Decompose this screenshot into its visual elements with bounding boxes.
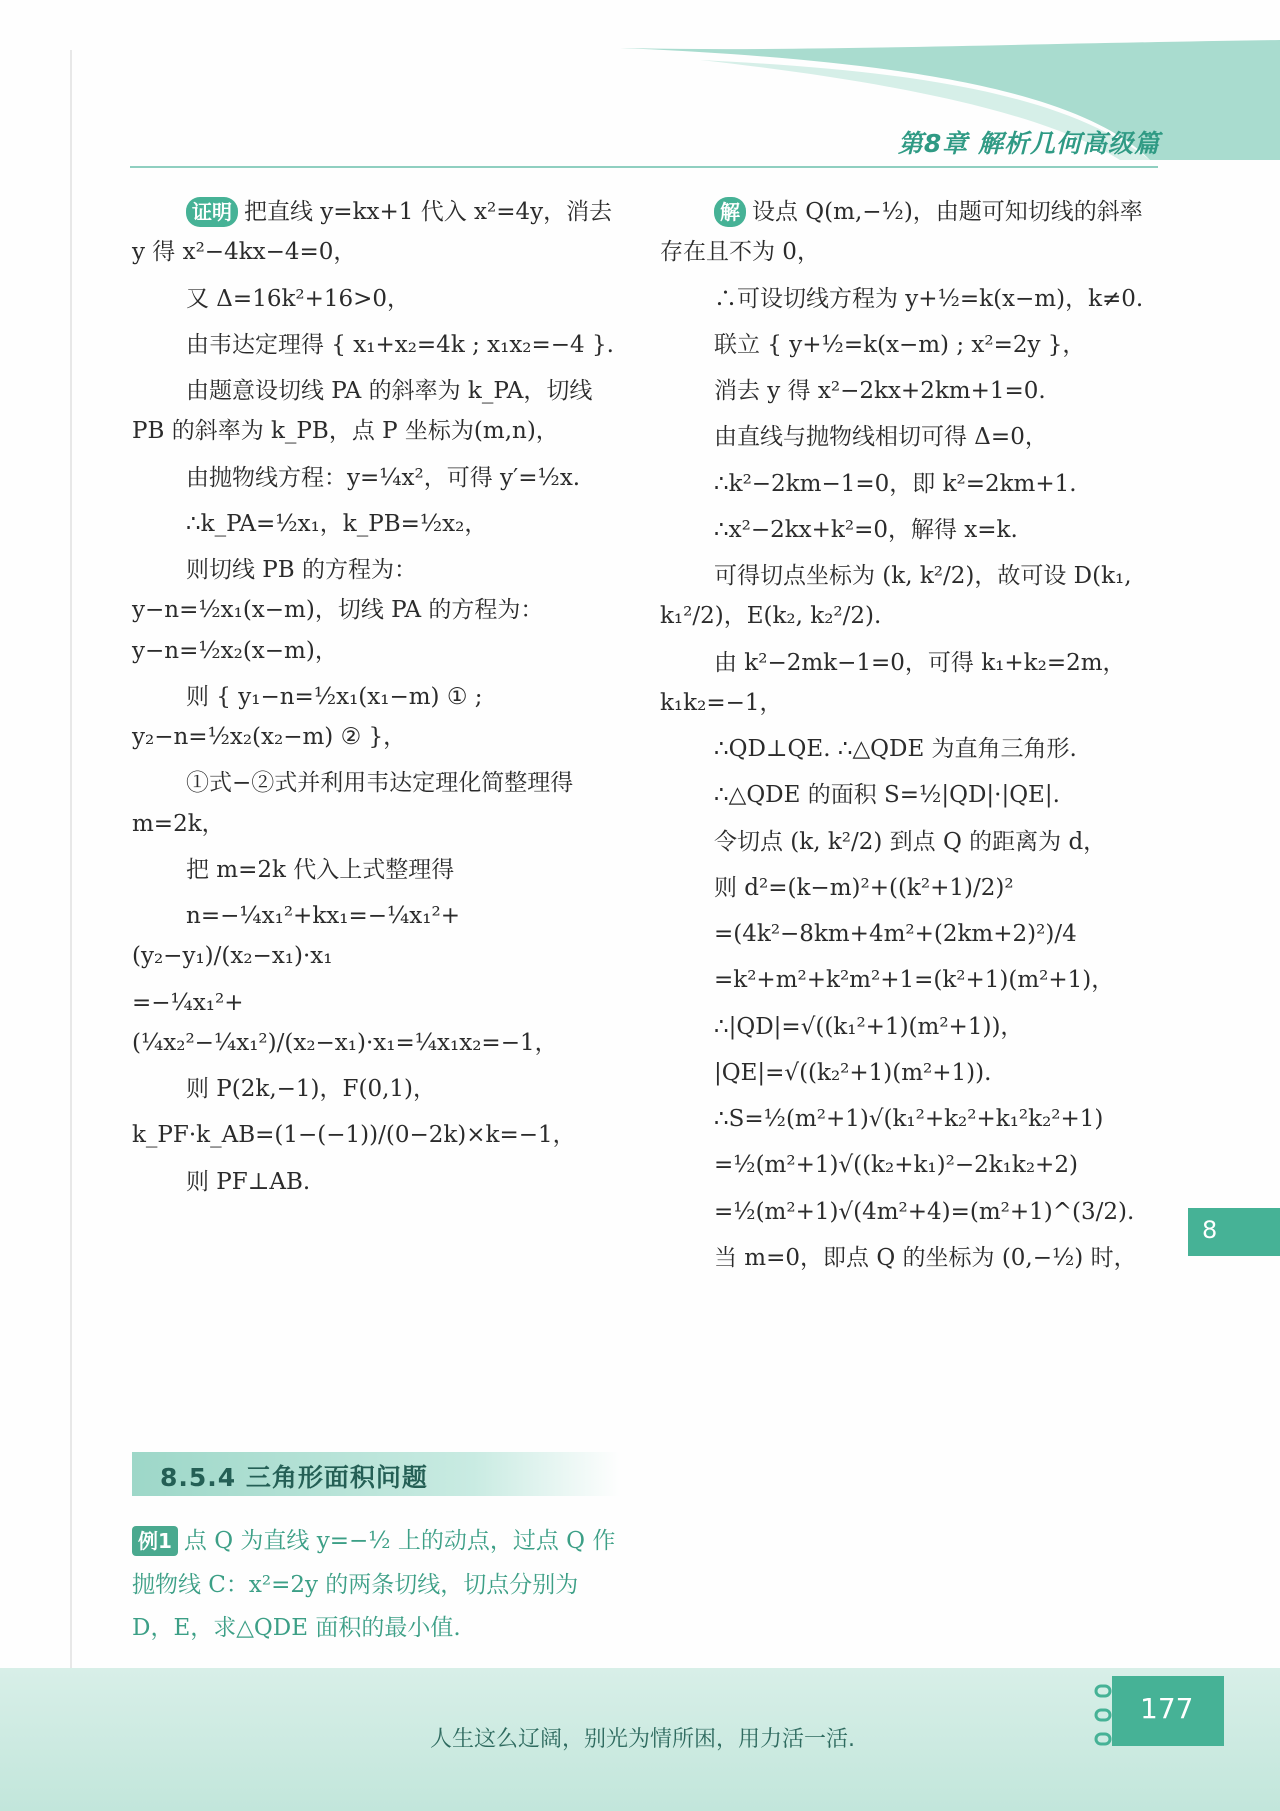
right-column (660, 192, 1162, 1284)
footer-band (0, 1668, 1280, 1811)
solution-line-13: 则 d²=(k−m)²+((k²+1)/2)² (714, 874, 1014, 901)
proof-line-13: 则 P(2k,−1)，F(0,1)， (186, 1076, 437, 1102)
solution-line-10: ∴QD⊥QE. ∴△QDE 为直角三角形. (714, 736, 1077, 762)
example-problem (132, 1520, 620, 1651)
proof-line-6: ∴k_PA=½x₁，k_PB=½x₂， (186, 510, 488, 537)
proof-line-4: 由题意设切线 PA 的斜率为 k_PA，切线 PB 的斜率为 k_PB，点 P 坐标为(m,n)， (132, 378, 593, 445)
solution-line-11: ∴△QDE 的面积 S=½|QD|·|QE|. (714, 782, 1060, 809)
solution-line-19: =½(m²+1)√((k₂+k₁)²−2k₁k₂+2) (714, 1152, 1078, 1179)
solution-line-18: ∴S=½(m²+1)√(k₁²+k₂²+k₁²k₂²+1) (714, 1106, 1104, 1132)
solution-line-14: =(4k²−8km+4m²+(2km+2)²)/4 (714, 921, 1077, 947)
solution-line-1: 解 设点 Q(m,−½)，由题可知切线的斜率存在且不为 0， (660, 199, 1143, 266)
proof-line-2: 又 Δ=16k²+16>0， (186, 285, 411, 312)
proof-line-8: 则 { y₁−n=½x₁(x₁−m) ① ; y₂−n=½x₂(x₂−m) ② }， (132, 683, 483, 750)
proof-line-10: 把 m=2k 代入上式整理得 (186, 856, 455, 883)
proof-line-14: k_PF·k_AB=(1−(−1))/(0−2k)×k=−1， (132, 1122, 576, 1149)
proof-line-12: =−¼x₁²+(¼x₂²−¼x₁²)/(x₂−x₁)·x₁=¼x₁x₂=−1， (132, 989, 558, 1056)
solution-line-16: ∴|QD|=√((k₁²+1)(m²+1))， (714, 1013, 1024, 1040)
proof-line-15: 则 PF⊥AB. (186, 1168, 311, 1195)
solution-line-15: =k²+m²+k²m²+1=(k²+1)(m²+1)， (714, 967, 1115, 994)
section-heading-bar (132, 1452, 620, 1496)
header-rule (130, 166, 1158, 168)
chapter-title: 第8章 解析几何高级篇 (897, 129, 1160, 158)
proof-badge: 证明 (186, 197, 238, 227)
proof-line-11: n=−¼x₁²+kx₁=−¼x₁²+(y₂−y₁)/(x₂−x₁)·x₁ (132, 903, 460, 970)
solution-line-6: ∴k²−2km−1=0，即 k²=2km+1. (714, 470, 1077, 497)
solution-line-4: 消去 y 得 x²−2kx+2km+1=0. (714, 378, 1046, 404)
page-number: 177 (1140, 1692, 1194, 1725)
proof-line-5: 由抛物线方程：y=¼x²，可得 y′=½x. (186, 464, 581, 491)
solution-line-9: 由 k²−2mk−1=0，可得 k₁+k₂=2m，k₁k₂=−1， (660, 649, 1126, 716)
solution-line-21: 当 m=0，即点 Q 的坐标为 (0,−½) 时， (714, 1244, 1137, 1271)
solution-line-12: 令切点 (k, k²/2) 到点 Q 的距离为 d， (714, 828, 1107, 855)
solution-line-2: ∴可设切线方程为 y+½=k(x−m)，k≠0. (714, 285, 1144, 312)
proof-line-1: 证明 把直线 y=kx+1 代入 x²=4y，消去 y 得 x²−4kx−4=0， (132, 199, 613, 266)
solution-line-8: 可得切点坐标为 (k, k²/2)，故可设 D(k₁, k₁²/2)，E(k₂, k₂²/2). (660, 563, 1132, 630)
section-title: 8.5.4 三角形面积问题 (160, 1463, 428, 1492)
solution-line-5: 由直线与抛物线相切可得 Δ=0， (714, 424, 1048, 451)
proof-line-3: 由韦达定理得 { x₁+x₂=4k ; x₁x₂=−4 }. (186, 331, 614, 358)
example-text: 点 Q 为直线 y=−½ 上的动点，过点 Q 作抛物线 C：x²=2y 的两条切线，切点分别为 D，E，求△QDE 面积的最小值. (132, 1528, 616, 1642)
binding-clip-icon (1094, 1680, 1114, 1750)
proof-line-7: 则切线 PB 的方程为：y−n=½x₁(x−m)，切线 PA 的方程为：y−n=½x₂(x−m)， (132, 557, 544, 664)
solution-line-7: ∴x²−2kx+k²=0，解得 x=k. (714, 516, 1018, 543)
page-number-box (1112, 1676, 1224, 1746)
proof-line-9: ①式−②式并利用韦达定理化简整理得 m=2k， (132, 770, 574, 837)
chapter-side-tab-label: 8 (1202, 1216, 1218, 1244)
solution-line-20: =½(m²+1)√(4m²+4)=(m²+1)^(3/2). (714, 1198, 1135, 1225)
solution-line-17: |QE|=√((k₂²+1)(m²+1)). (714, 1059, 992, 1086)
solution-badge: 解 (714, 197, 746, 227)
solution-line-3: 联立 { y+½=k(x−m) ; x²=2y }， (714, 331, 1086, 358)
chapter-side-tab (1188, 1208, 1280, 1256)
footer-motto: 人生这么辽阔，别光为情所困，用力活一活. (430, 1727, 855, 1752)
example-badge: 例1 (132, 1526, 178, 1556)
left-column (132, 192, 620, 1208)
page-binding-line (70, 50, 72, 1700)
